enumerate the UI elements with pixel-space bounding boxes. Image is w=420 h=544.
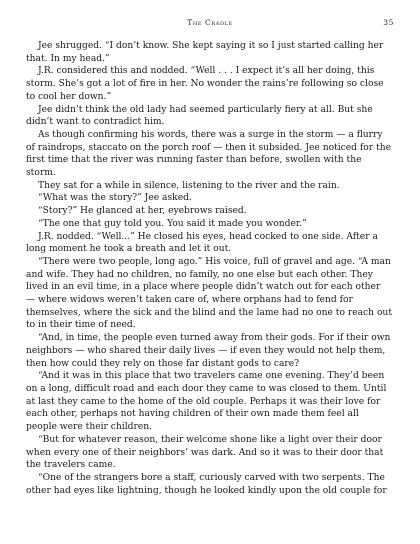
paragraph: “What was the story?” Jee asked. [38,193,192,204]
paragraph: “And, in time, the people even turned away from their gods. For if their own neighbors — who shared their daily lives — if even they would not help them, then how could they rely on those far distant gods to care? [26,333,391,369]
paragraph: J.R. considered this and nodded. “Well . . . I expect it’s all her doing, this storm. She’s got a lot of fire in her. No wonder the rains’re following so close to cool her down.” [26,66,384,102]
paragraph: “There were two people, long ago.” His voice, full of gravel and age. “A man and wife. They had no children, no family, no one else but each other. They lived in an evil time, in a place where people didn’t watch out for each other — where widows weren’t taken care of, where orphans had to fend for themselves, where the sick and the blind and the lame had no one to reach out to in their time of need. [26,256,392,331]
paragraph: Jee didn’t think the old lady had seemed particularly fiery at all. But she didn’t want to contradict him. [26,104,373,128]
page-number: 35 [383,18,394,27]
body-text [26,40,392,497]
paragraph: As though confirming his words, there was a surge in the storm — a flurry of raindrops, staccato on the porch roof — then it subsided. Jee noticed for the first time that the river was running faster than before, swollen with the storm. [26,129,391,179]
paragraph: “But for whatever reason, their welcome shone like a light over their door when every one of their neighbors’ was dark. And so it was to their door that the travelers came. [26,434,384,471]
running-title: The Cradle [187,18,233,27]
paragraph: They sat for a while in silence, listening to the river and the rain. [38,180,340,191]
paragraph: “The one that guy told you. You said it made you wonder.” [38,218,307,229]
paragraph: J.R. nodded. “Well...” He closed his eyes, head cocked to one side. After a long moment he took a breath and let it out. [26,231,378,255]
paragraph: “Story?” He glanced at her, eyebrows raised. [38,206,247,217]
running-head [26,18,394,30]
paragraph: “One of the strangers bore a staff, curiously carved with two serpents. The other had eyes like lightning, though he looked kindly upon the old couple for [26,472,387,496]
paragraph: “And it was in this place that two travelers came one evening. They’d been on a long, difficult road and each door they came to was closed to them. Until at last they came to the home of the old couple. Perhaps it was their love for each other, perhaps not having children of their own made them feel all people were their children. [26,371,387,433]
paragraph: Jee shrugged. “I don’t know. She kept saying it so I just started calling her that. In my head.” [26,41,384,64]
